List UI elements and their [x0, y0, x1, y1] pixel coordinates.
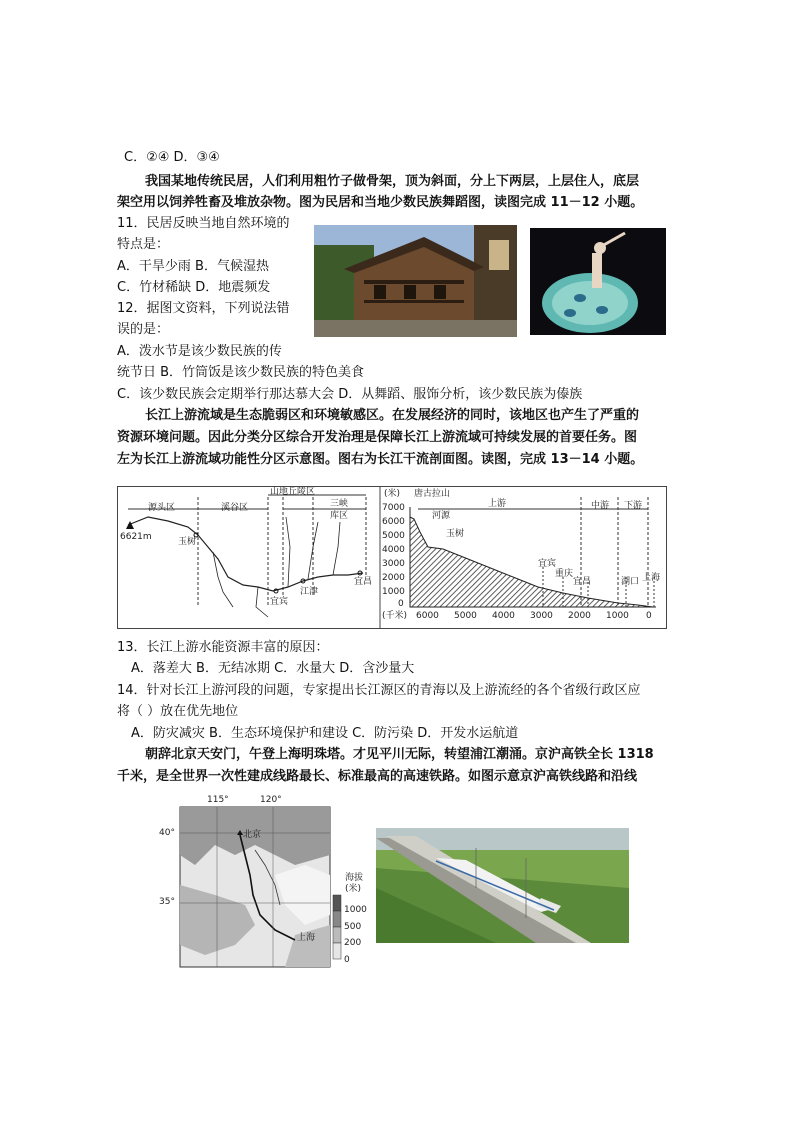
profile-upper: 上游	[488, 499, 507, 509]
profile-hukou: 湖口	[621, 577, 640, 587]
profile-x-unit: (千米)	[382, 611, 408, 621]
intro-paragraph-line: 架空用以饲养牲畜及堆放杂物。图为民居和当地少数民族舞蹈图，读图完成 11－12 小题。	[117, 195, 644, 210]
profile-yibin: 宜宾	[538, 559, 557, 569]
profile-yushu: 玉树	[446, 529, 465, 539]
paragraph-line: 长江上游流域是生态脆弱区和环境敏感区。在发展经济的同时，该地区也产生了严重的	[145, 408, 640, 423]
profile-heyuan: 河源	[432, 511, 451, 521]
question-14-options: A．防灾减灾 B．生态环境保护和建设 C．防污染 D．开发水运航道	[131, 726, 519, 741]
profile-xtick: 0	[646, 611, 652, 621]
question-12-option-b: 统节日 B．竹筒饭是该少数民族的特色美食	[117, 365, 365, 380]
question-11-cont: 特点是：	[117, 237, 170, 252]
intro-paragraph-line: 我国某地传统民居，人们利用粗竹子做骨架，顶为斜面，分上下两层，上层住人，底层	[145, 174, 640, 189]
profile-ytick: 2000	[382, 573, 405, 583]
profile-xtick: 6000	[416, 611, 439, 621]
paragraph-line: 朝辞北京天安门，午登上海明珠塔。才见平川无际，转望浦江潮涌。京沪高铁全长 1318	[145, 747, 654, 762]
question-11-options-ab: A．干旱少雨 B．气候湿热	[117, 259, 269, 274]
profile-xtick: 4000	[492, 611, 515, 621]
legend-tick: 1000	[344, 905, 367, 915]
profile-ytick: 3000	[382, 559, 405, 569]
profile-chongqing: 重庆	[555, 569, 574, 579]
profile-ytick: 1000	[382, 587, 405, 597]
question-14: 14．针对长江上游河段的问题，专家提出长江源区的青海以及上游流经的各个省级行政区应	[117, 683, 641, 698]
legend-tick: 200	[344, 938, 362, 948]
high-speed-train-photo	[376, 828, 629, 943]
house-photo	[314, 225, 517, 337]
question-13-options: A．落差大 B．无结冰期 C．水量大 D．含沙量大	[131, 661, 415, 676]
question-14-cont: 将（ ）放在优先地位	[117, 704, 239, 719]
label-jiangjin: 江津	[300, 587, 319, 597]
map-lat-35: 35°	[159, 897, 175, 907]
paragraph-line: 资源环境问题。因此分类分区综合开发治理是保障长江上游流域可持续发展的首要任务。图	[117, 430, 638, 445]
map-lat-40: 40°	[159, 828, 175, 838]
map-lon-115: 115°	[207, 795, 229, 805]
profile-ytick: 0	[398, 599, 404, 609]
question-12: 12．据图文资料，下列说法错	[117, 301, 290, 316]
profile-xtick: 3000	[530, 611, 553, 621]
profile-xtick: 5000	[454, 611, 477, 621]
map-shanghai: 上海	[297, 933, 316, 943]
profile-shanghai: 上海	[642, 573, 661, 583]
map-lon-120: 120°	[260, 795, 282, 805]
legend-tick: 500	[344, 922, 362, 932]
label-yichang: 宜昌	[354, 577, 373, 587]
label-sanxia: 三峡	[330, 499, 349, 509]
options-line-prev: C．②④ D．③④	[124, 150, 220, 165]
legend-title: 海拔	[345, 873, 364, 883]
question-11: 11．民居反映当地自然环境的	[117, 216, 290, 231]
label-yushu: 玉树	[178, 537, 197, 547]
label-source-zone: 源头区	[148, 503, 176, 513]
profile-xtick: 1000	[606, 611, 629, 621]
map-beijing: 北京	[243, 830, 262, 840]
profile-ytick: 7000	[382, 503, 405, 513]
paragraph-line: 千米，是全世界一次性建成线路最长、标准最高的高速铁路。如图示意京沪高铁线路和沿线	[117, 769, 638, 784]
profile-ytick: 6000	[382, 517, 405, 527]
question-12-cont: 误的是：	[117, 322, 170, 337]
profile-xtick: 2000	[568, 611, 591, 621]
profile-middle: 中游	[591, 501, 610, 511]
paragraph-line: 左为长江上游流域功能性分区示意图。图右为长江干流剖面图。读图，完成 13－14 小题。	[117, 452, 644, 467]
label-elevation: 6621m	[120, 532, 152, 542]
dancer-photo	[530, 228, 666, 335]
profile-y-unit: (米)	[384, 489, 401, 499]
profile-ytick: 5000	[382, 531, 405, 541]
label-valley-zone: 溪谷区	[221, 503, 249, 513]
changjiang-figure	[117, 486, 667, 629]
question-11-options-cd: C．竹材稀缺 D．地震频发	[117, 280, 271, 295]
legend-tick: 0	[344, 955, 350, 965]
question-12-options-cd: C．该少数民族会定期举行那达慕大会 D．从舞蹈、服饰分析，该少数民族为傣族	[117, 387, 583, 402]
profile-yichang: 宜昌	[573, 577, 592, 587]
label-mountain-zone: 山地丘陵区	[270, 487, 316, 497]
label-yibin: 宜宾	[270, 597, 289, 607]
jinghu-map	[155, 795, 370, 973]
question-12-option-a: A．泼水节是该少数民族的传	[117, 344, 282, 359]
legend-unit: (米)	[345, 884, 362, 894]
profile-lower: 下游	[624, 501, 643, 511]
profile-ytick: 4000	[382, 545, 405, 555]
profile-peak: 唐古拉山	[414, 489, 451, 499]
question-13: 13．长江上游水能资源丰富的原因：	[117, 640, 329, 655]
label-kuqu: 库区	[330, 511, 349, 521]
